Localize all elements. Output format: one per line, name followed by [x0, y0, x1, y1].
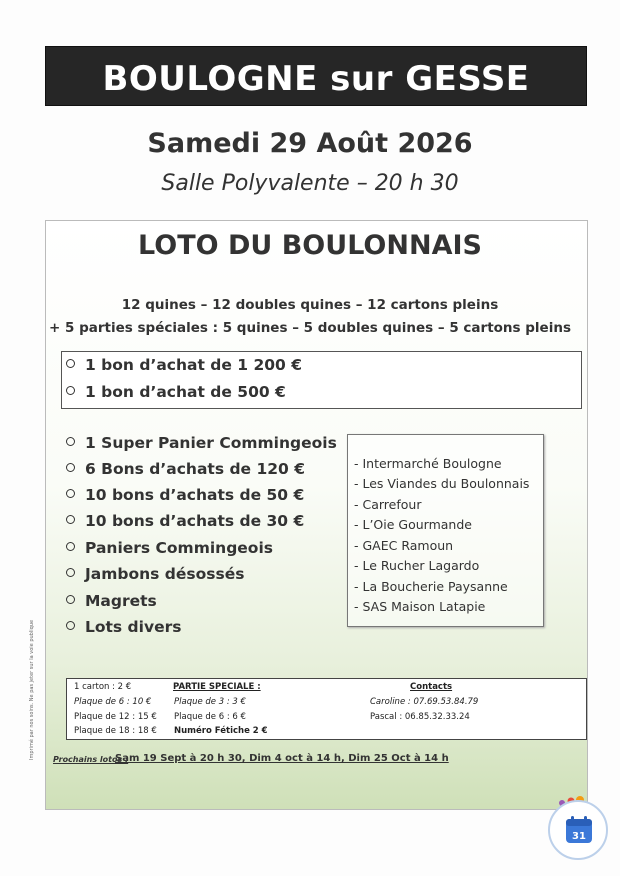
sponsor-item: - Intermarché Boulogne [354, 456, 502, 471]
price-line: 1 carton : 2 € [74, 682, 132, 692]
prize-label: Lots divers [85, 618, 182, 636]
special-price-line: Numéro Fétiche 2 € [174, 726, 268, 736]
special-title: PARTIE SPECIALE : [173, 682, 261, 692]
printer-note: Imprimé par nos soins. Ne pas jeter sur la voie publique [29, 619, 35, 760]
sponsor-item: - Carrefour [354, 497, 422, 512]
bullet-icon [66, 437, 75, 446]
main-prize-label: 1 bon d’achat de 500 € [85, 383, 286, 401]
title-banner [45, 46, 587, 106]
sponsor-item: - SAS Maison Latapie [354, 599, 486, 614]
prize-item [66, 592, 157, 610]
price-line: Plaque de 6 : 10 € [74, 697, 152, 707]
contact-line: Caroline : 07.69.53.84.79 [370, 697, 479, 707]
prize-label: 10 bons d’achats de 50 € [85, 486, 305, 504]
price-line: Plaque de 18 : 18 € [74, 726, 157, 736]
sponsor-item: - La Boucherie Paysanne [354, 579, 508, 594]
sponsor-item: - Le Rucher Lagardo [354, 558, 480, 573]
price-line: Plaque de 12 : 15 € [74, 712, 157, 722]
special-price-line: Plaque de 3 : 3 € [174, 697, 246, 707]
bullet-icon [66, 489, 75, 498]
prize-label: Paniers Commingeois [85, 539, 273, 557]
main-prize-item [66, 356, 302, 374]
event-date: Samedi 29 Août 2026 [147, 128, 473, 159]
bullet-icon [66, 515, 75, 524]
bullet-icon [66, 568, 75, 577]
games-line-2: + 5 parties spéciales : 5 quines – 5 doubles quines – 5 cartons pleins [48, 320, 571, 336]
prize-item [66, 434, 337, 452]
prize-item [66, 486, 304, 504]
prize-item [66, 565, 244, 583]
contacts-title: Contacts [410, 682, 453, 692]
loto-title: LOTO DU BOULONNAIS [138, 230, 482, 261]
prize-label: 10 bons d’achats de 30 € [85, 512, 305, 530]
calendar-logo-icon [548, 800, 608, 860]
town-title: BOULOGNE sur GESSE [102, 59, 530, 99]
event-venue: Salle Polyvalente – 20 h 30 [161, 171, 459, 196]
next-lotos-label: Prochains lotos : [53, 755, 129, 764]
calendar-icon [550, 802, 606, 858]
prize-label: 6 Bons d’achats de 120 € [85, 460, 305, 478]
bullet-icon [66, 463, 75, 472]
main-prize-item [66, 383, 286, 401]
prize-item [66, 512, 304, 530]
prize-label: Magrets [85, 592, 157, 610]
games-line-1: 12 quines – 12 doubles quines – 12 cartons pleins [121, 297, 499, 313]
prize-label: 1 Super Panier Commingeois [85, 434, 337, 452]
sponsor-item: - Les Viandes du Boulonnais [354, 476, 530, 491]
special-price-line: Plaque de 6 : 6 € [174, 712, 246, 722]
prize-item [66, 539, 273, 557]
bullet-icon [66, 595, 75, 604]
prize-item [66, 460, 305, 478]
prize-item [66, 618, 181, 636]
bullet-icon [66, 621, 75, 630]
sponsor-item: - L’Oie Gourmande [354, 517, 472, 532]
calendar-number: 31 [572, 831, 586, 842]
prize-label: Jambons désossés [85, 565, 245, 583]
bullet-icon [66, 542, 75, 551]
next-lotos-dates: Sam 19 Sept à 20 h 30, Dim 4 oct à 14 h, Dim 25 Oct à 14 h [115, 753, 449, 764]
sponsor-item: - GAEC Ramoun [354, 538, 454, 553]
bullet-icon [66, 359, 75, 368]
main-prize-label: 1 bon d’achat de 1 200 € [85, 356, 303, 374]
contact-line: Pascal : 06.85.32.33.24 [370, 712, 470, 722]
bullet-icon [66, 386, 75, 395]
